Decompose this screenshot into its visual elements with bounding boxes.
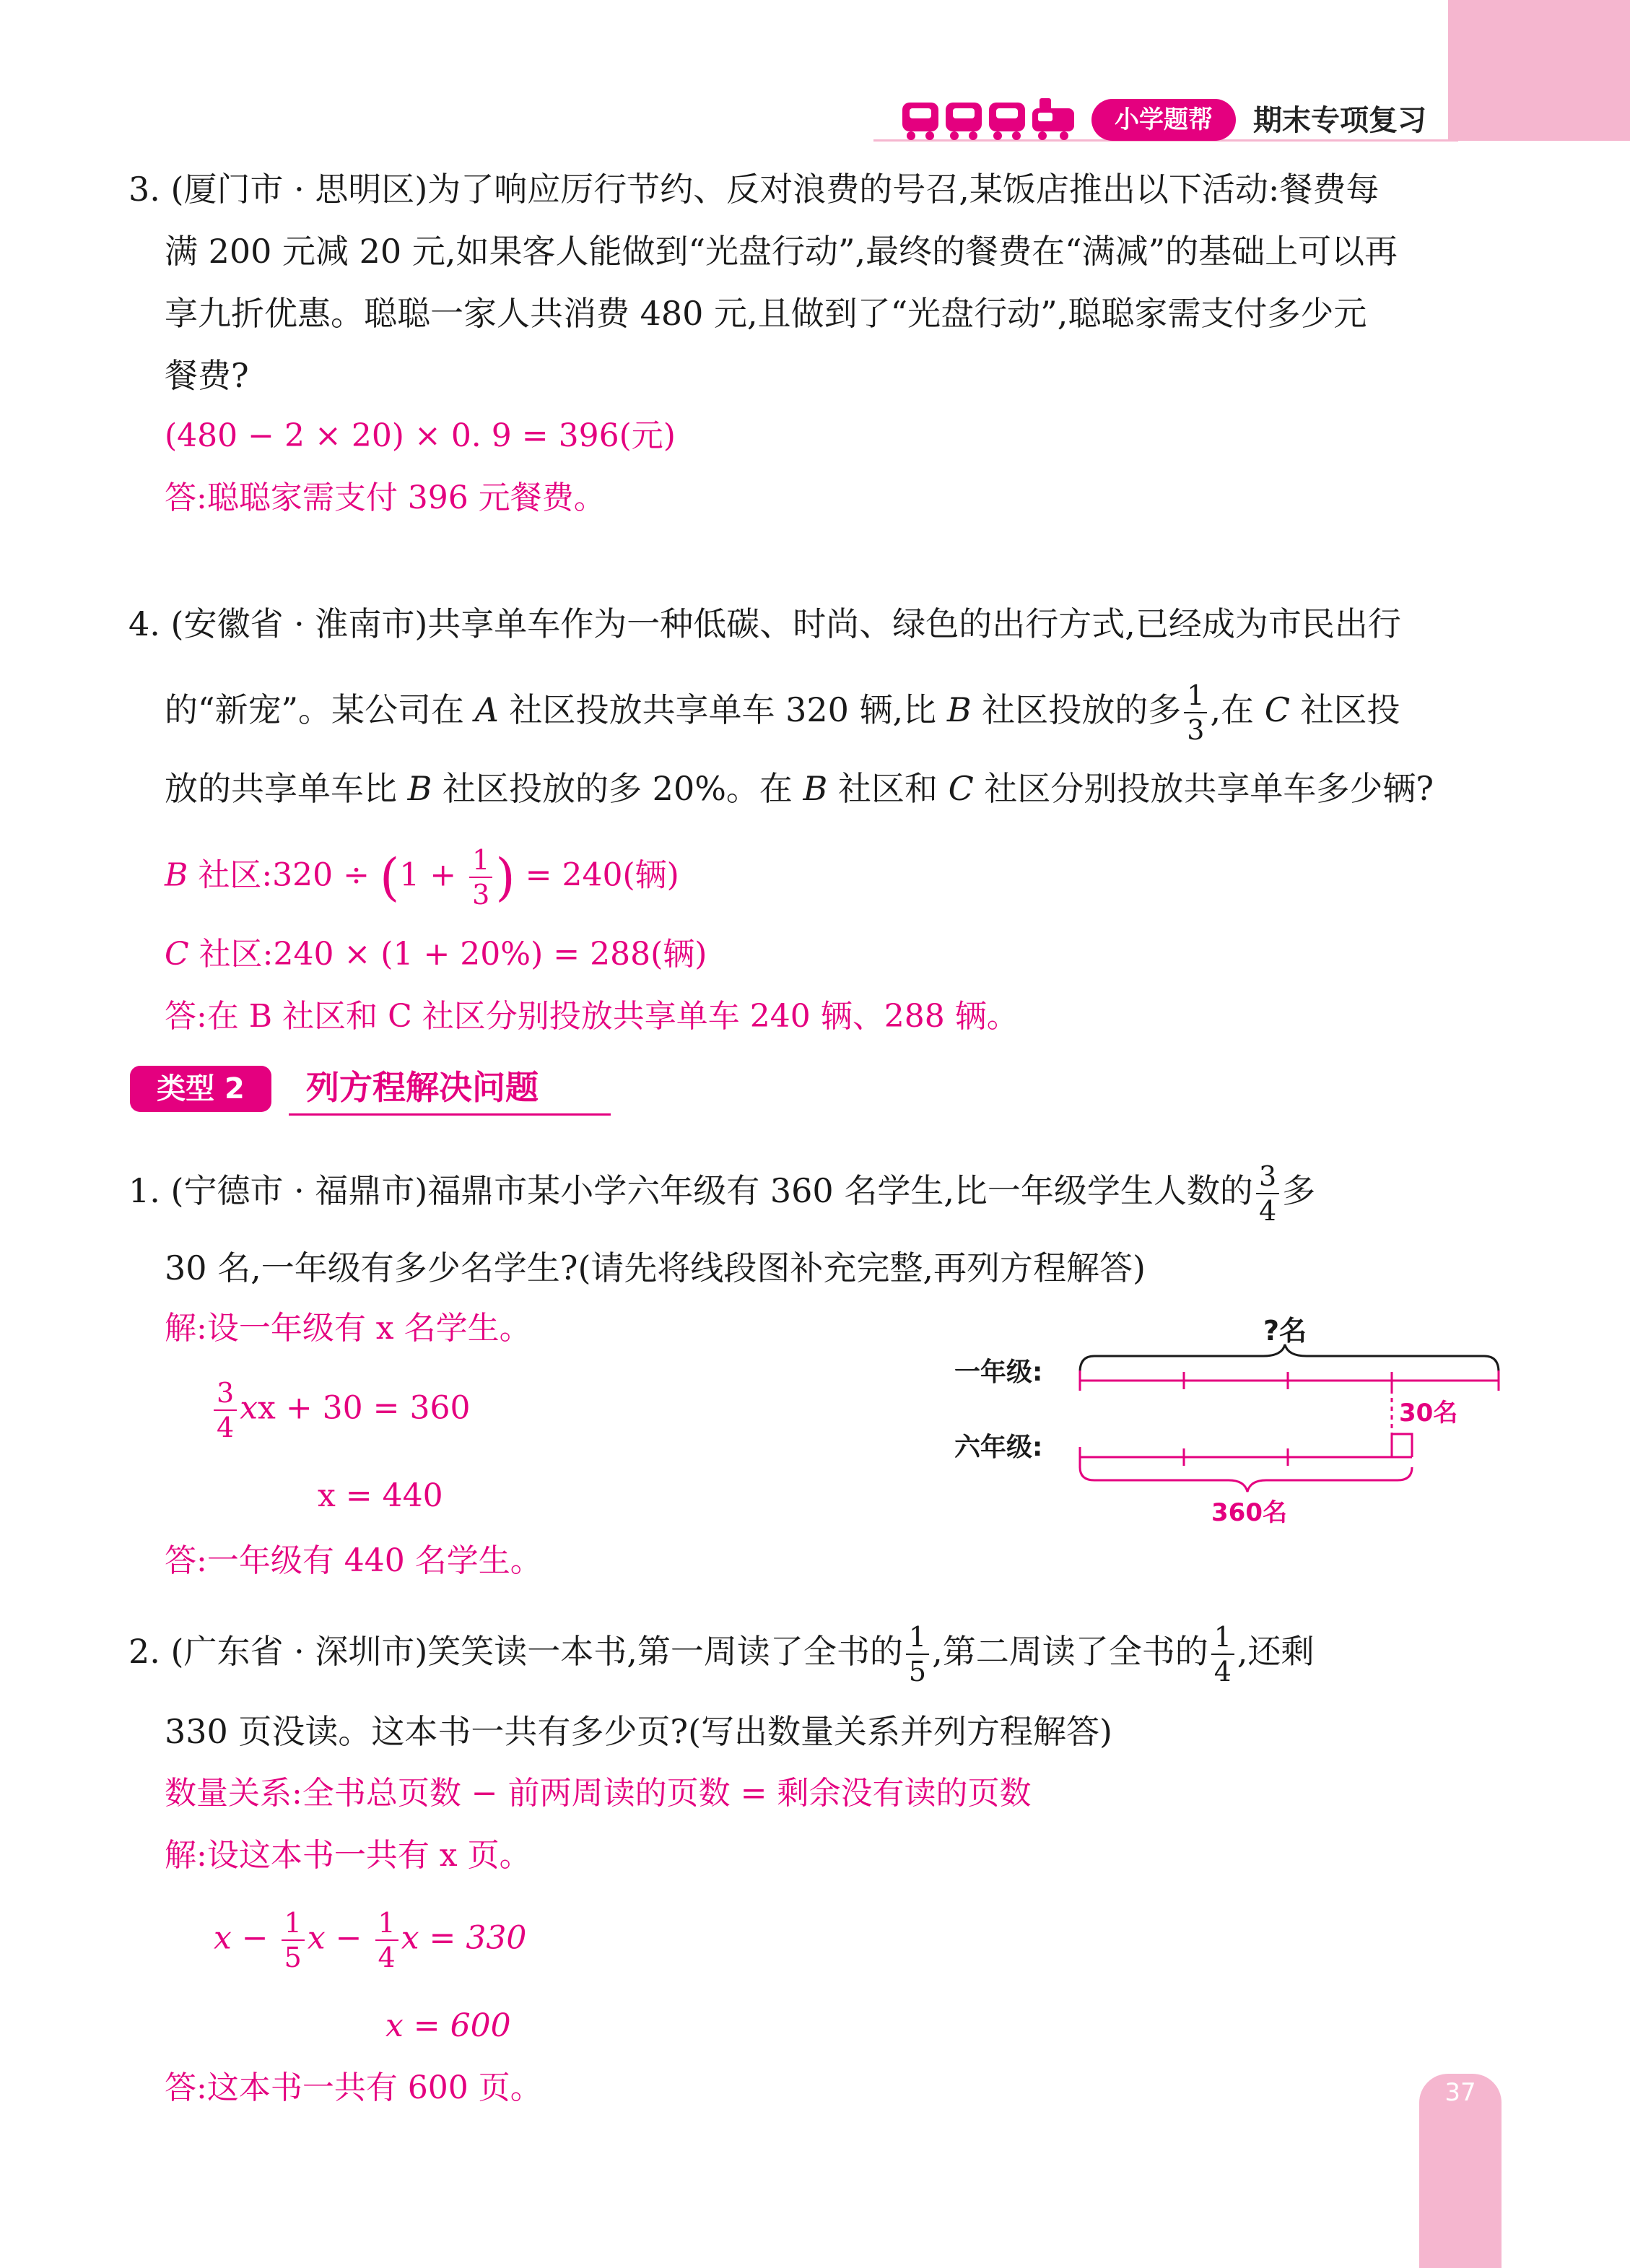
fraction-three-quarters: $\frac{3}{4}$	[1256, 1163, 1279, 1225]
train-icon	[898, 95, 1078, 142]
q3-answer-calc: (480 − 2 × 20) × 0. 9 = 396(元)	[165, 417, 676, 454]
t2-equation-1: x − $\frac{1}{5}$ x − $\frac{1}{4}$ x = 330	[214, 1907, 527, 1973]
t2-answer: 答:这本书一共有 600 页。	[165, 2069, 542, 2106]
q4-line3: 放的共享单车比 B 社区投放的多 20%。在 B 社区和 C 社区分别投放共享单车多少辆?	[165, 769, 1434, 808]
q3-line3: 享九折优惠。聪聪一家人共消费 480 元,且做到了“光盘行动”,聪聪家需支付多少元	[165, 294, 1367, 333]
diagram-360-label: 360名	[1211, 1498, 1287, 1527]
type-label: 类型 2	[130, 1066, 271, 1112]
t1-line2: 30 名,一年级有多少名学生?(请先将线段图补充完整,再列方程解答)	[165, 1248, 1146, 1287]
t2-quantity-relation: 数量关系:全书总页数 − 前两周读的页数 = 剩余没有读的页数	[165, 1775, 1032, 1812]
fraction-one-fifth: $\frac{1}{5}$	[906, 1623, 929, 1685]
page-number: 37	[1444, 2078, 1476, 2107]
t1-answer: 答:一年级有 440 名学生。	[165, 1542, 542, 1579]
q3-line1: 3. (厦门市 · 思明区)为了响应厉行节约、反对浪费的号召,某饭店推出以下活动:餐费每	[128, 170, 1380, 209]
t1-equation-1: $\frac{3}{4}$ xx + 30 = 360	[214, 1379, 470, 1441]
q3-line2: 满 200 元减 20 元,如果客人能做到“光盘行动”,最终的餐费在“满减”的基础上可以再	[165, 232, 1398, 271]
diagram-top-label: ?名	[1263, 1315, 1307, 1347]
q4-line1: 4. (安徽省 · 淮南市)共享单车作为一种低碳、时尚、绿色的出行方式,已经成为市民出行	[128, 604, 1401, 643]
header-tab	[1448, 0, 1630, 141]
t2-solution-setup: 解:设这本书一共有 x 页。	[165, 1837, 531, 1874]
fraction-one-quarter: $\frac{1}{4}$	[1211, 1623, 1234, 1685]
q3-answer: 答:聪聪家需支付 396 元餐费。	[165, 479, 606, 516]
t2-equation-2: x = 600	[385, 2007, 511, 2044]
t2-line1: 2. (广东省 · 深圳市)笑笑读一本书,第一周读了全书的 $\frac{1}{5}$ ,第二周读了全书的 $\frac{1}{4}$ ,还剩	[128, 1621, 1315, 1687]
t2-line2: 330 页没读。这本书一共有多少页?(写出数量关系并列方程解答)	[165, 1712, 1112, 1751]
t1-solution-setup: 解:设一年级有 x 名学生。	[165, 1310, 531, 1347]
type-title: 列方程解决问题	[306, 1068, 539, 1107]
diagram-row2-label: 六年级:	[954, 1433, 1043, 1462]
diagram-30-label: 30名	[1399, 1399, 1458, 1428]
line-segment-diagram	[946, 1300, 1509, 1531]
diagram-row1-label: 一年级:	[954, 1357, 1043, 1387]
section-title: 期末专项复习	[1253, 104, 1426, 137]
q3-line4: 餐费?	[165, 356, 249, 395]
brand-pill: 小学题帮	[1091, 99, 1236, 141]
q4-answer-b: B 社区:320 ÷ (1 + $\frac{1}{3}$ ) = 240(辆)	[165, 844, 679, 911]
type-underline	[289, 1113, 611, 1116]
fraction-one-third: $\frac{1}{3}$	[1184, 682, 1207, 744]
t1-equation-2: x = 440	[318, 1477, 443, 1514]
q4-answer-c: C 社区:240 × (1 + 20%) = 288(辆)	[165, 936, 707, 973]
q4-line2: 的“新宠”。某公司在 A 社区投放共享单车 320 辆,比 B 社区投放的多 $\frac{1}{3}$ ,在 C 社区投	[165, 679, 1400, 746]
t1-line1: 1. (宁德市 · 福鼎市)福鼎市某小学六年级有 360 名学生,比一年级学生人数的 $\frac{3}{4}$ 多	[128, 1160, 1316, 1227]
q4-answer: 答:在 B 社区和 C 社区分别投放共享单车 240 辆、288 辆。	[165, 998, 1019, 1035]
